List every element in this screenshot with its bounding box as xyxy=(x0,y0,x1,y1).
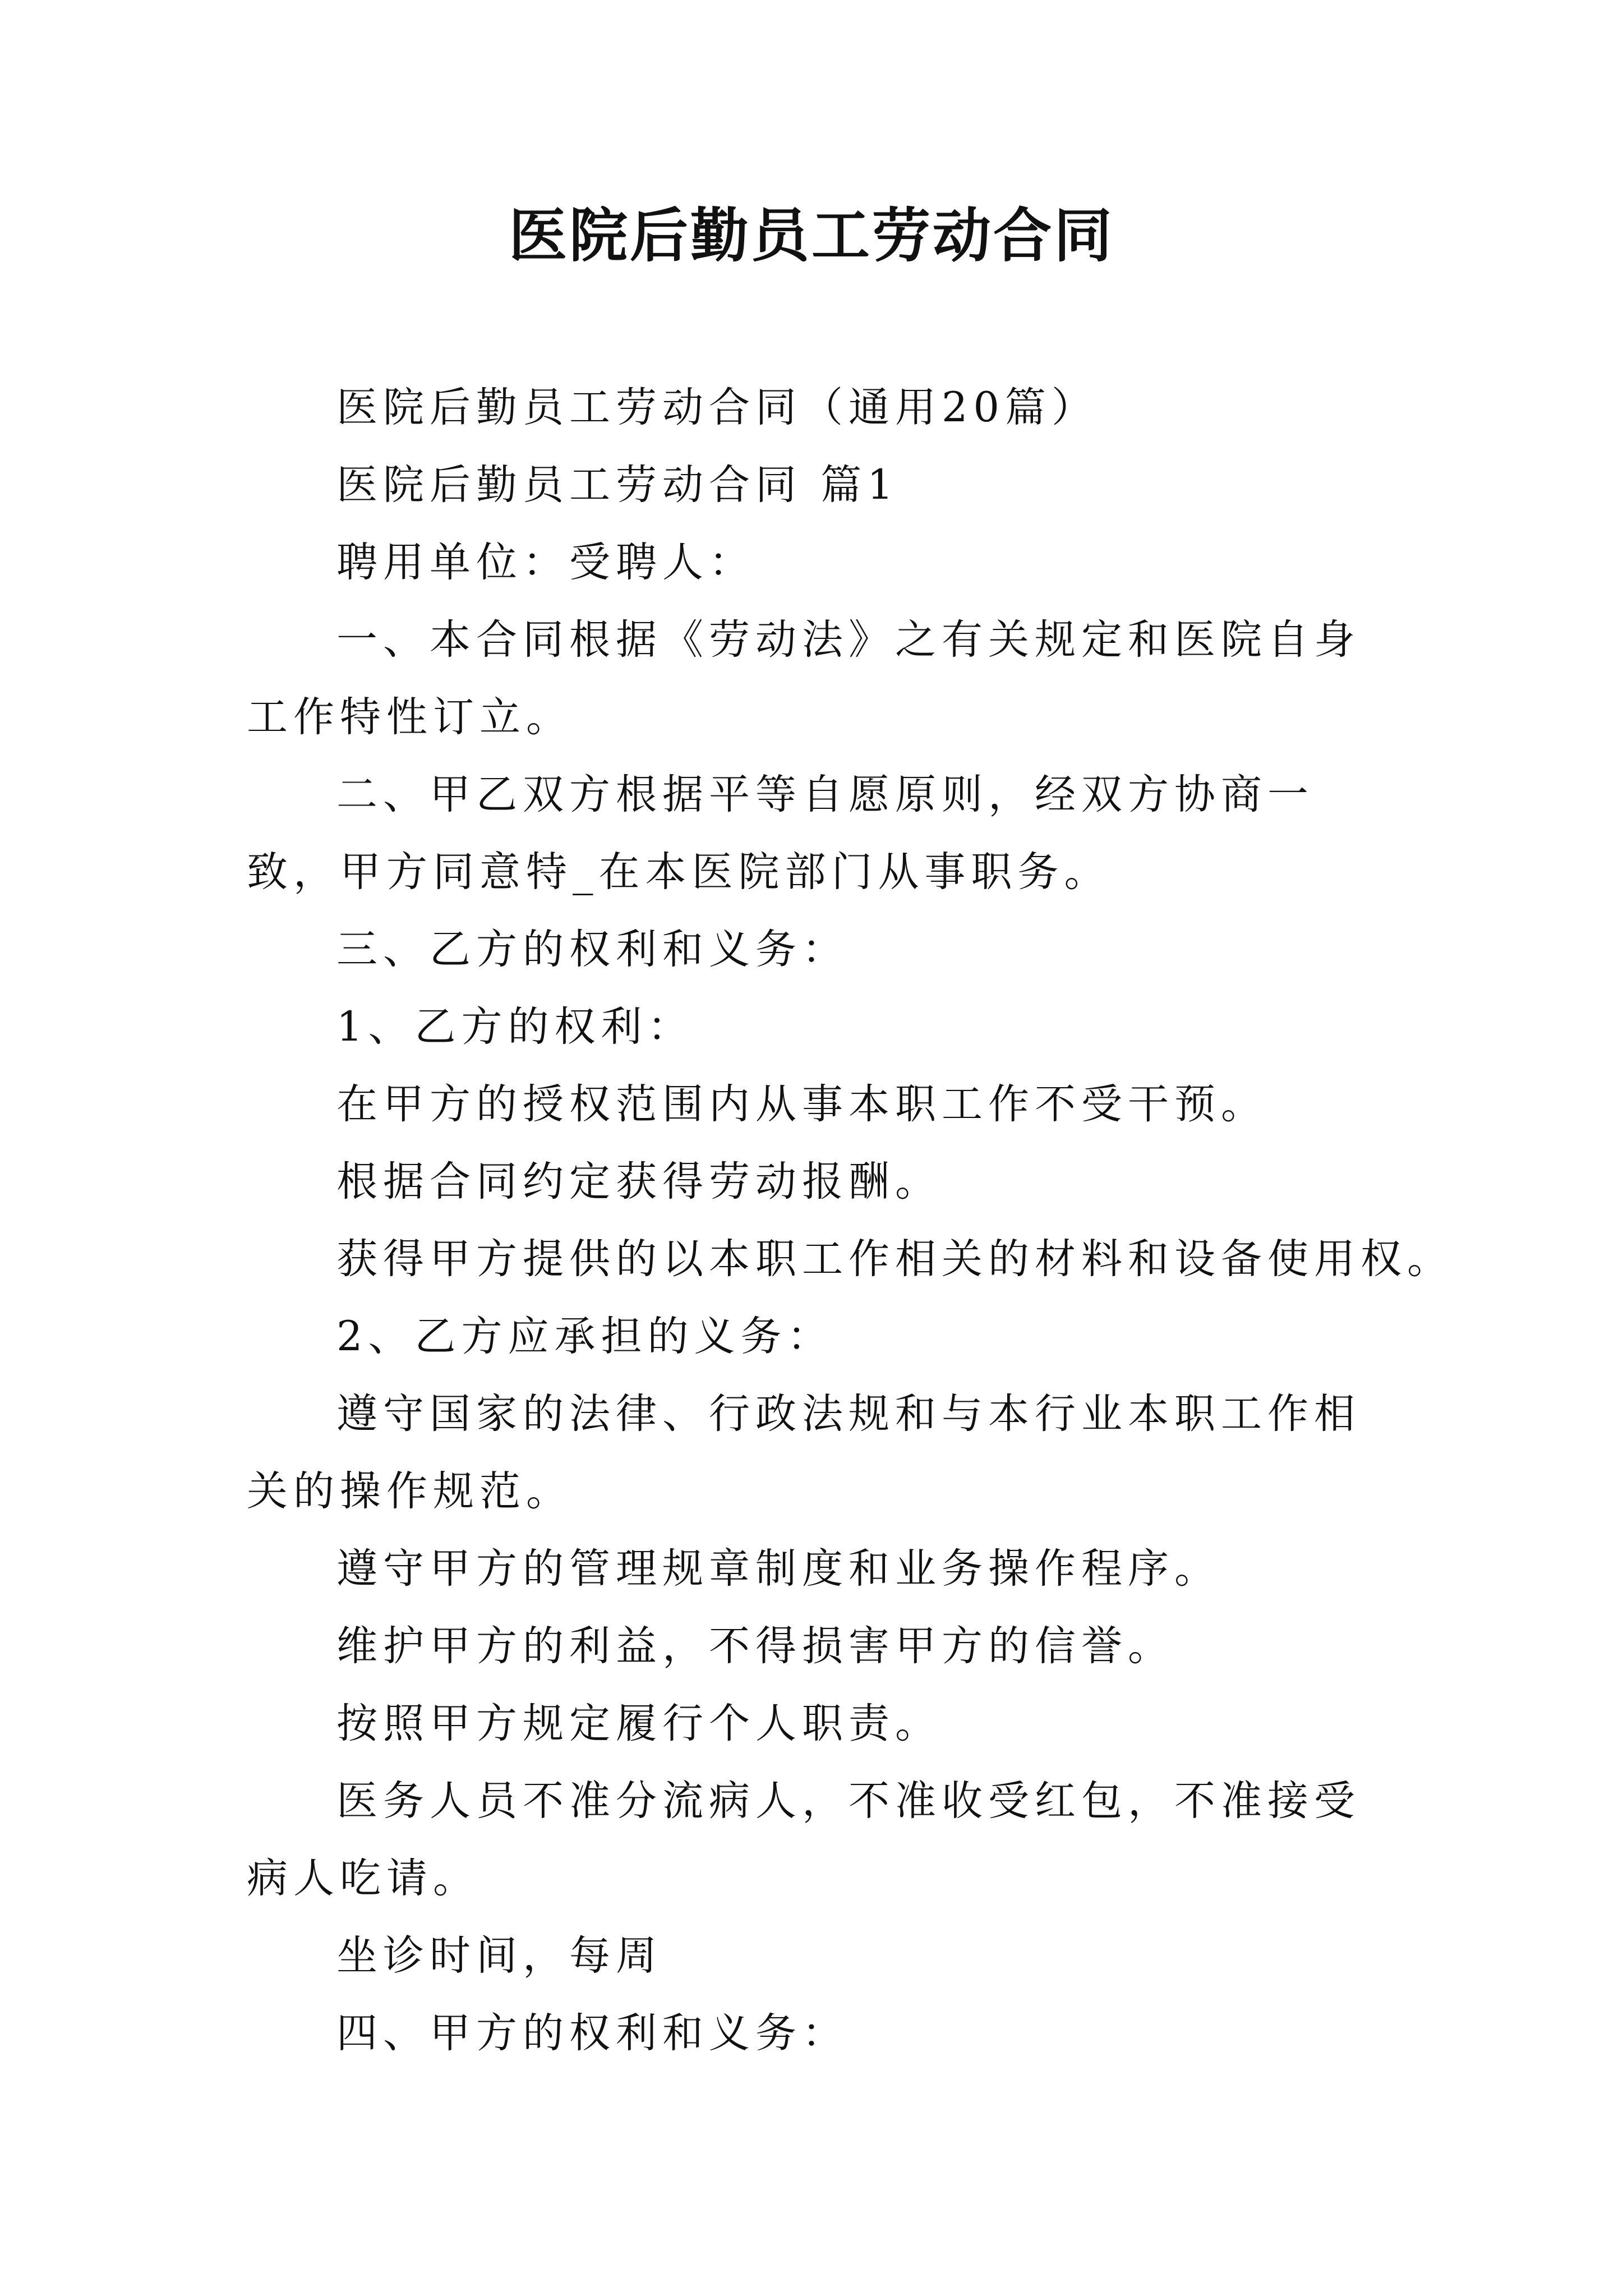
paragraph-clause-2: 二、甲乙双方根据平等自愿原则，经双方协商一致，甲方同意特_在本医院部门从事职务。 xyxy=(247,771,1314,896)
paragraph-right-item: 获得甲方提供的以本职工作相关的材料和设备使用权。 xyxy=(336,1235,1454,1283)
paragraph-clause-3-heading: 三、乙方的权利和义务： xyxy=(336,926,849,973)
paragraph-obligation-item: 按照甲方规定履行个人职责。 xyxy=(336,1700,942,1747)
paragraph-obligation-item: 遵守国家的法律、行政法规和与本行业本职工作相关的操作规范。 xyxy=(247,1390,1361,1515)
paragraph-obligations-heading: 2、乙方应承担的义务： xyxy=(336,1313,834,1360)
document-body xyxy=(247,369,1454,2072)
paragraph-obligation-item: 遵守甲方的管理规章制度和业务操作程序。 xyxy=(336,1545,1221,1593)
paragraph-obligation-item: 维护甲方的利益，不得损害甲方的信誉。 xyxy=(336,1622,1174,1670)
paragraph-subtitle: 医院后勤员工劳动合同（通用20篇） xyxy=(336,384,1098,431)
paragraph-right-item: 在甲方的授权范围内从事本职工作不受干预。 xyxy=(336,1080,1267,1128)
paragraph-right-item: 根据合同约定获得劳动报酬。 xyxy=(336,1158,942,1205)
document-title: 医院后勤员工劳动合同 xyxy=(508,201,1114,270)
paragraph-clause-1: 一、本合同根据《劳动法》之有关规定和医院自身工作特性订立。 xyxy=(247,616,1361,741)
paragraph-clause-4-heading: 四、甲方的权利和义务： xyxy=(336,2009,849,2057)
paragraph-clinic-hours: 坐诊时间，每周 xyxy=(336,1932,662,1980)
paragraph-rights-heading: 1、乙方的权利： xyxy=(336,1003,694,1051)
paragraph-section-heading: 医院后勤员工劳动合同 篇1 xyxy=(336,461,899,509)
paragraph-parties: 聘用单位：受聘人： xyxy=(336,539,755,586)
paragraph-obligation-item: 医务人员不准分流病人，不准收受红包，不准接受病人吃请。 xyxy=(247,1777,1361,1902)
